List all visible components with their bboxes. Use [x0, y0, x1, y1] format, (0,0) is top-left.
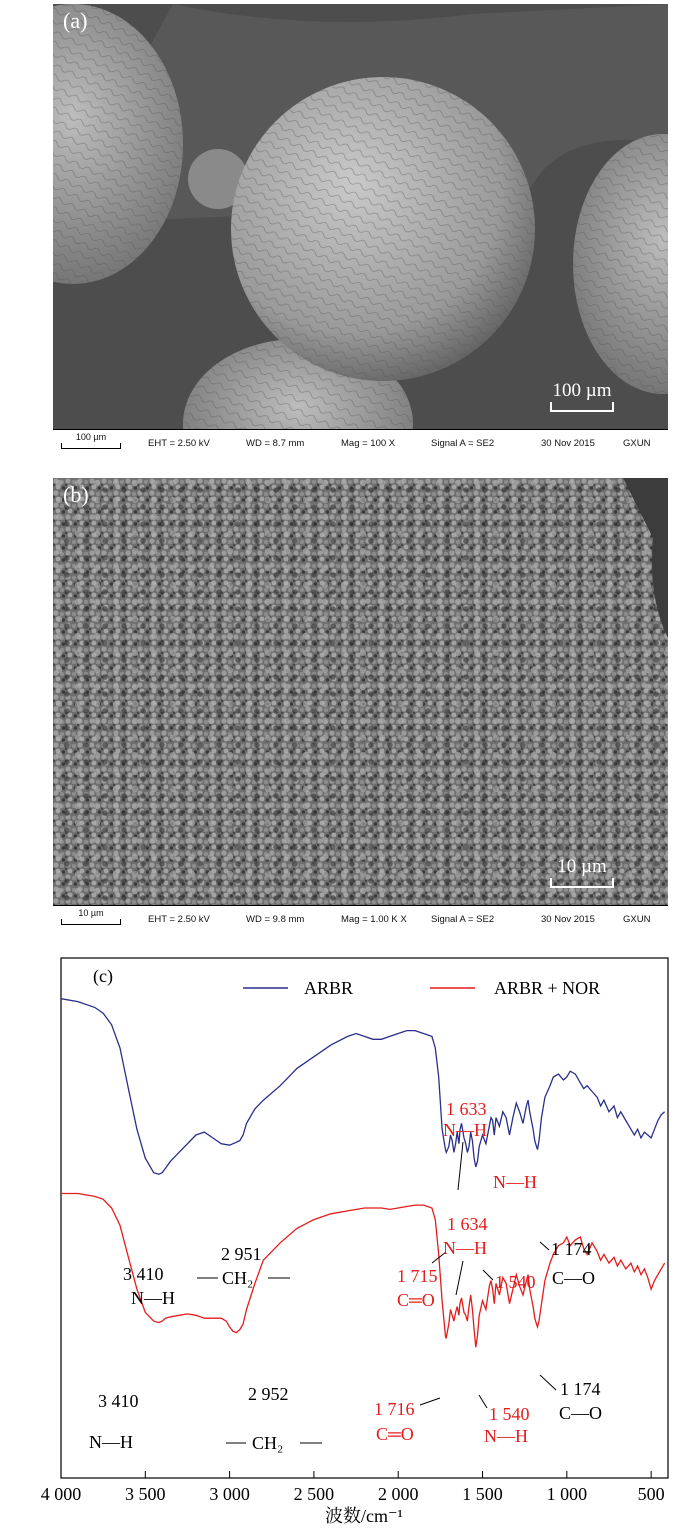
- info-signal-b: Signal A = SE2: [431, 914, 495, 925]
- info-scale-b-label: 10 µm: [78, 908, 104, 918]
- info-lab-a: GXUN: [623, 438, 651, 449]
- ann-arbr-ch2: CH₂: [222, 1268, 254, 1288]
- ann-arbr-1715: 1 715: [397, 1266, 438, 1286]
- info-scale-a-label: 100 µm: [75, 432, 107, 442]
- info-date-a: 30 Nov 2015: [541, 438, 595, 449]
- x-tick-label-2500: 2 500: [293, 1484, 335, 1504]
- ann-nor-1540: 1 540: [489, 1404, 530, 1424]
- ann-arbr-1174: 1 174: [551, 1239, 592, 1259]
- ann-nor-1540-nh: N—H: [484, 1426, 528, 1446]
- ann-nor-1174-co: C—O: [559, 1403, 603, 1423]
- panel-label-a: (a): [63, 8, 88, 33]
- ftir-chart: [0, 950, 700, 1531]
- info-lab-b: GXUN: [623, 914, 651, 925]
- ann-arbr-1633-nh: N—H: [443, 1120, 487, 1140]
- legend: [243, 978, 600, 998]
- legend-label-arbr: ARBR: [304, 978, 354, 998]
- info-eht-a: EHT = 2.50 kV: [148, 438, 210, 449]
- scale-bar-a-label: 100 µm: [552, 380, 612, 401]
- ann-nor-1174: 1 174: [560, 1379, 601, 1399]
- annotations-arbr: [123, 1099, 595, 1310]
- ann-nor-1634: 1 634: [447, 1214, 488, 1234]
- x-tick-label-3000: 3 000: [209, 1484, 250, 1504]
- ann-nor-1634-nh: N—H: [443, 1238, 487, 1258]
- x-tick-label-4000: 4 000: [40, 1484, 82, 1504]
- ann-arbr-1633: 1 633: [446, 1099, 487, 1119]
- ann-arbr-nh: N—H: [131, 1288, 175, 1308]
- x-axis-title: 波数/cm⁻¹: [325, 1506, 403, 1526]
- info-scale-a-line: [61, 443, 121, 449]
- scale-bar-a: [550, 380, 614, 412]
- annotations-nor: [89, 1172, 602, 1453]
- ann-arbr-1540-leader: [483, 1270, 493, 1280]
- ann-nor-2952: 2 952: [248, 1384, 289, 1404]
- info-mag-b: Mag = 1.00 K X: [341, 914, 407, 925]
- info-eht-b: EHT = 2.50 kV: [148, 914, 210, 925]
- ann-nor-1716: 1 716: [374, 1399, 415, 1419]
- series-line-arbr: [61, 999, 665, 1174]
- x-tick-label-500: 500: [637, 1484, 665, 1504]
- ann-nor-ch2: CH₂: [252, 1433, 284, 1453]
- sem-image-b: [53, 478, 668, 936]
- info-scale-b: [61, 908, 121, 925]
- ann-arbr-2951: 2 951: [221, 1244, 262, 1264]
- sem-info-bar-b: [53, 905, 668, 936]
- info-wd-b: WD = 9.8 mm: [246, 914, 305, 925]
- ann-arbr-3410: 3 410: [123, 1264, 164, 1284]
- sem-info-bar-a: [53, 429, 668, 460]
- info-signal-a: Signal A = SE2: [431, 438, 495, 449]
- ann-nor-1174-leader: [540, 1375, 556, 1390]
- ann-nor-nh: N—H: [89, 1432, 133, 1452]
- scale-bar-b: [550, 856, 614, 888]
- scale-bar-b-label: 10 µm: [557, 856, 607, 877]
- info-mag-a: Mag = 100 X: [341, 438, 396, 449]
- x-tick-label-1000: 1 000: [546, 1484, 588, 1504]
- ann-nor-3410: 3 410: [98, 1391, 139, 1411]
- ann-nor-1634-leader: [456, 1261, 463, 1295]
- info-scale-b-line: [61, 919, 121, 925]
- panel-label-b: (b): [63, 482, 89, 507]
- ann-nor-1716-leader: [420, 1398, 440, 1405]
- ann-nor-1716-co: C═O: [376, 1424, 414, 1444]
- x-tick-label-2000: 2 000: [377, 1484, 419, 1504]
- ann-nor-1540-leader: [479, 1395, 487, 1408]
- ann-arbr-1715-co: C═O: [397, 1290, 435, 1310]
- x-tick-label-1500: 1 500: [462, 1484, 503, 1504]
- info-date-b: 30 Nov 2015: [541, 914, 595, 925]
- ann-arbr-1633-leader: [458, 1142, 463, 1190]
- legend-label-nor: ARBR + NOR: [494, 978, 601, 998]
- ann-arbr-1174-leader: [540, 1242, 549, 1250]
- scale-bar-a-line: [550, 402, 614, 412]
- sem-image-a: [53, 4, 668, 460]
- ann-arbr-1540: 1 540: [495, 1272, 536, 1292]
- x-axis: [41, 1471, 665, 1504]
- ann-nor-nh-top: N—H: [493, 1172, 537, 1192]
- panel-label-c: (c): [93, 966, 113, 986]
- scale-bar-b-line: [550, 878, 614, 888]
- x-tick-label-3500: 3 500: [125, 1484, 166, 1504]
- ann-arbr-1174-co: C—O: [552, 1268, 596, 1288]
- info-scale-a: [61, 432, 121, 449]
- info-wd-a: WD = 8.7 mm: [246, 438, 305, 449]
